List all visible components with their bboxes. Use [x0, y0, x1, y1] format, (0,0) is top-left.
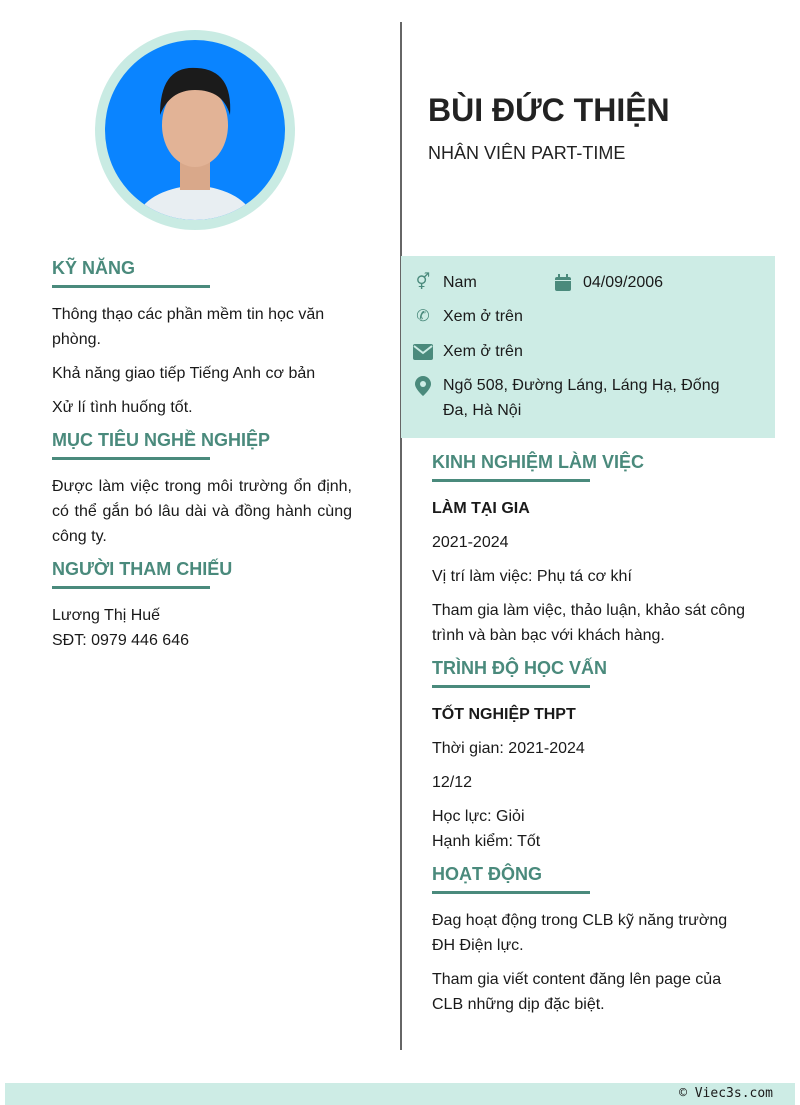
- education-school: TỐT NGHIỆP THPT: [432, 706, 576, 723]
- education-period: Thời gian: 2021-2024: [432, 740, 585, 757]
- reference-heading: NGƯỜI THAM CHIẾU: [52, 559, 210, 589]
- experience-period: 2021-2024: [432, 534, 509, 551]
- activity-item: Tham gia viết content đăng lên page của CLB những dịp đặc biệt.: [432, 971, 722, 1013]
- location-icon: [413, 373, 433, 398]
- address: Ngõ 508, Đường Láng, Láng Hạ, Đống Đa, Hà Nội: [443, 377, 720, 419]
- objective-section: [52, 430, 352, 549]
- education-section: [432, 658, 752, 854]
- activity-item: Đag hoạt động trong CLB kỹ năng trường ĐH Điện lực.: [432, 912, 728, 954]
- phone-icon: ✆: [416, 308, 430, 325]
- objective-heading: MỤC TIÊU NGHỀ NGHIỆP: [52, 430, 210, 460]
- calendar-icon: [553, 270, 573, 295]
- experience-company: LÀM TẠI GIA: [432, 500, 530, 517]
- education-heading: TRÌNH ĐỘ HỌC VẤN: [432, 658, 590, 688]
- gender-icon: ⚥: [415, 274, 431, 291]
- experience-position: Vị trí làm việc: Phụ tá cơ khí: [432, 568, 632, 585]
- email-icon: [413, 339, 433, 364]
- date-of-birth: 04/09/2006: [583, 274, 664, 291]
- activities-section: [432, 864, 752, 1017]
- skill-item: Thông thạo các phần mềm tin học văn phòng.: [52, 306, 325, 348]
- education-grade: 12/12: [432, 774, 473, 791]
- education-academic: Học lực: Giỏi: [432, 808, 525, 825]
- gender: Nam: [443, 274, 477, 291]
- skill-item: Xử lí tình huống tốt.: [52, 399, 193, 416]
- email: Xem ở trên: [443, 343, 523, 360]
- left-column: [52, 258, 352, 663]
- column-divider: [400, 22, 402, 1050]
- experience-heading: KINH NGHIỆM LÀM VIỆC: [432, 452, 590, 482]
- skill-item: Khả năng giao tiếp Tiếng Anh cơ bản: [52, 365, 316, 382]
- activities-heading: HOẠT ĐỘNG: [432, 864, 590, 894]
- skills-section: [52, 258, 352, 420]
- profile-photo: [105, 40, 285, 220]
- skills-heading: KỸ NĂNG: [52, 258, 210, 288]
- phone: Xem ở trên: [443, 308, 523, 325]
- candidate-name: BÙI ĐỨC THIỆN: [428, 92, 670, 128]
- contact-panel: [401, 256, 775, 438]
- footer: © Viec3s.com: [5, 1083, 795, 1105]
- right-column: [432, 452, 752, 1027]
- reference-name: Lương Thị Huế: [52, 607, 161, 624]
- experience-section: [432, 452, 752, 648]
- job-title: NHÂN VIÊN PART-TIME: [428, 143, 626, 163]
- avatar: [95, 30, 295, 230]
- reference-phone: SĐT: 0979 446 646: [52, 632, 189, 649]
- reference-section: [52, 559, 352, 653]
- objective-text: Được làm việc trong môi trường ổn định, có thể gắn bó lâu dài và đồng hành cùng công ty.: [52, 478, 352, 545]
- education-conduct: Hạnh kiểm: Tốt: [432, 833, 541, 850]
- experience-description: Tham gia làm việc, thảo luận, khảo sát công trình và bàn bạc với khách hàng.: [432, 602, 746, 644]
